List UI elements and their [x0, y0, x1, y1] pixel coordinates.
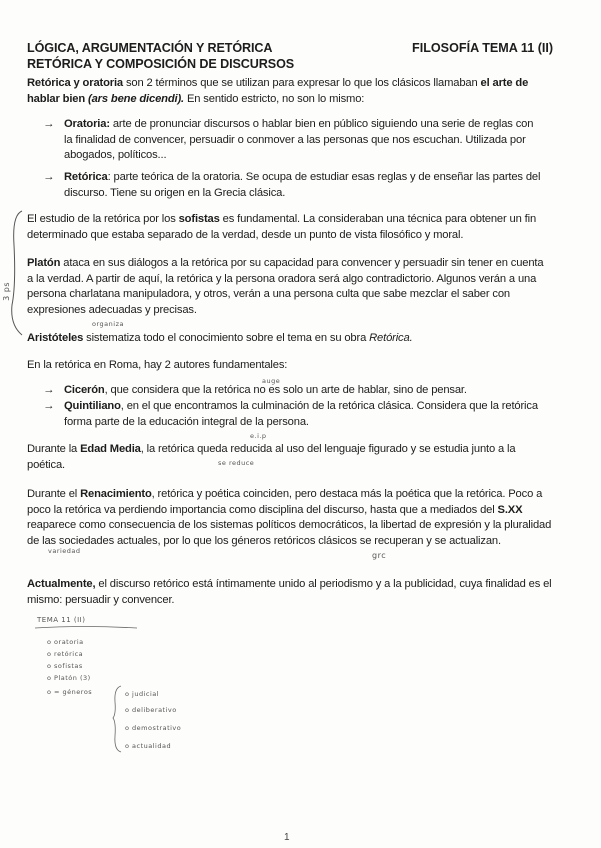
notes-brace — [111, 684, 125, 754]
intro-text-2: En sentido estricto, no son lo mismo: — [184, 92, 365, 105]
aristotle-text: sistematiza todo el conocimiento sobre el tema en su obra — [83, 332, 370, 344]
handwritten-note-auge: auge — [262, 377, 281, 385]
rome-item-term: Quintiliano — [64, 400, 121, 412]
page-number: 1 — [284, 832, 290, 843]
intro-latin: (ars bene dicendi). — [88, 92, 184, 105]
middle-ages-term: Edad Media — [80, 443, 141, 455]
title-line-2: RETÓRICA Y COMPOSICIÓN DE DISCURSOS — [27, 57, 295, 71]
middle-ages-text-1: Durante la — [27, 443, 81, 455]
renaissance-text-2: , retórica y poética coinciden, pero destaca más la poética que la retórica. Poco a poco la retórica va perdiendo importancia como disciplina del discurso, hasta que a mediados del — [27, 488, 543, 516]
notes-sub-item: o demostrativo — [125, 724, 182, 732]
notes-sub-item: o actualidad — [125, 742, 172, 750]
middle-ages-paragraph — [27, 442, 552, 473]
plato-text: ataca en sus diálogos a la retórica por su capacidad para convencer y persuadir sin tener en cuenta a la verdad. A partir de aquí, la retórica y la persona oradora será algo contradictorio. Algunos verán a una persona charlatana manipuladora, y otros, verán a una persona culta que sabe mezclar el saber con expresiones adecuadas y precisas. — [27, 257, 544, 316]
handwritten-notes — [27, 610, 267, 760]
rome-item-quintiliano — [64, 399, 544, 430]
handwritten-note-eip: e.i.p — [250, 432, 267, 440]
arrow-bullet-icon: → — [43, 400, 55, 412]
notes-heading: TEMA 11 (II) — [37, 616, 86, 624]
definition-term: Oratoria: — [64, 118, 110, 130]
handwritten-note-grc: grc — [372, 551, 387, 560]
arrow-bullet-icon: → — [43, 118, 55, 130]
aristotle-paragraph — [27, 331, 552, 347]
intro-paragraph — [27, 76, 552, 107]
renaissance-paragraph — [27, 487, 552, 549]
intro-term-2: el arte de hablar bien — [27, 77, 529, 105]
subject-title: FILOSOFÍA TEMA 11 (II) — [412, 41, 554, 55]
plato-paragraph — [27, 256, 552, 318]
sophists-text-1: El estudio de la retórica por los — [27, 213, 179, 225]
margin-note: 3 ps — [2, 282, 11, 301]
notes-item: o sofistas — [47, 662, 83, 670]
notes-sub-item: o deliberativo — [125, 706, 177, 714]
margin-bracket — [0, 205, 30, 345]
rome-intro: En la retórica en Roma, hay 2 autores fundamentales: — [27, 359, 288, 371]
rome-item-term: Cicerón — [64, 384, 105, 396]
nowadays-text: el discurso retórico está íntimamente unido al periodismo y a la publicidad, cuya finalidad es el mismo: persuadir y convencer. — [27, 578, 552, 606]
arrow-bullet-icon: → — [43, 384, 55, 396]
middle-ages-text-2: , la retórica queda reducida al uso del lenguaje figurado y se estudia junto a la poética. — [27, 443, 516, 471]
plato-term: Platón — [27, 257, 61, 269]
aristotle-term: Aristóteles — [27, 332, 84, 344]
handwritten-note-variedad: variedad — [48, 547, 81, 555]
renaissance-text-1: Durante el — [27, 488, 81, 500]
arrow-bullet-icon: → — [43, 171, 55, 183]
renaissance-term: Renacimiento — [80, 488, 152, 500]
notes-sub-item: o judicial — [125, 690, 160, 698]
renaissance-term-2: S.XX — [497, 503, 523, 516]
definition-retorica — [64, 170, 544, 201]
definition-text: arte de pronunciar discursos o hablar bien en público siguiendo una serie de reglas con la finalidad de convencer, persuadir o conmover a las personas que nos escuchan. Utilizada por abogados, políticos... — [64, 118, 534, 162]
sophists-term: sofistas — [178, 213, 220, 225]
document-title — [27, 40, 387, 72]
rome-item-text: , en el que encontramos la culminación de la retórica clásica. Considera que la retórica forma parte de la educación integral de la persona. — [64, 400, 538, 428]
intro-text-1: son 2 términos que se utilizan para expresar lo que los clásicos llamaban — [123, 77, 481, 89]
notes-item: o = géneros — [47, 688, 93, 696]
notes-item: o Platón (3) — [47, 674, 91, 682]
rome-item-cicero — [64, 383, 544, 399]
intro-term: Retórica y oratoria — [27, 77, 124, 89]
handwritten-note-se-reduce: se reduce — [218, 459, 255, 467]
notes-heading-underline — [33, 624, 143, 632]
definition-text: : parte teórica de la oratoria. Se ocupa de estudiar esas reglas y de enseñar las partes del discurso. Tiene su origen en la Grecia clásica. — [64, 171, 541, 199]
nowadays-term: Actualmente, — [27, 578, 96, 590]
sophists-text-2: es fundamental. La consideraban una técnica para obtener un fin determinado que estaba separado de la verdad, desde un punto de vista filosófico y moral. — [27, 213, 537, 241]
title-line-1: LÓGICA, ARGUMENTACIÓN Y RETÓRICA — [27, 41, 273, 55]
sophists-paragraph — [27, 212, 552, 243]
handwritten-note-organiza: organiza — [92, 320, 124, 328]
notes-item: o oratoria — [47, 638, 84, 646]
definition-oratoria — [64, 117, 544, 164]
aristotle-work: Retórica. — [369, 332, 413, 344]
definition-term: Retórica — [64, 171, 108, 183]
nowadays-paragraph — [27, 577, 552, 608]
renaissance-text-3: reaparece como consecuencia de los sistemas políticos democráticos, la libertad de expresión y la pluralidad de las sociedades actuales, por lo que los géneros retóricos clásicos se recuperan y se actualizan. — [27, 519, 552, 547]
notes-item: o retórica — [47, 650, 84, 658]
rome-item-text: , que considera que la retórica no es solo un arte de hablar, sino de pensar. — [104, 384, 467, 396]
